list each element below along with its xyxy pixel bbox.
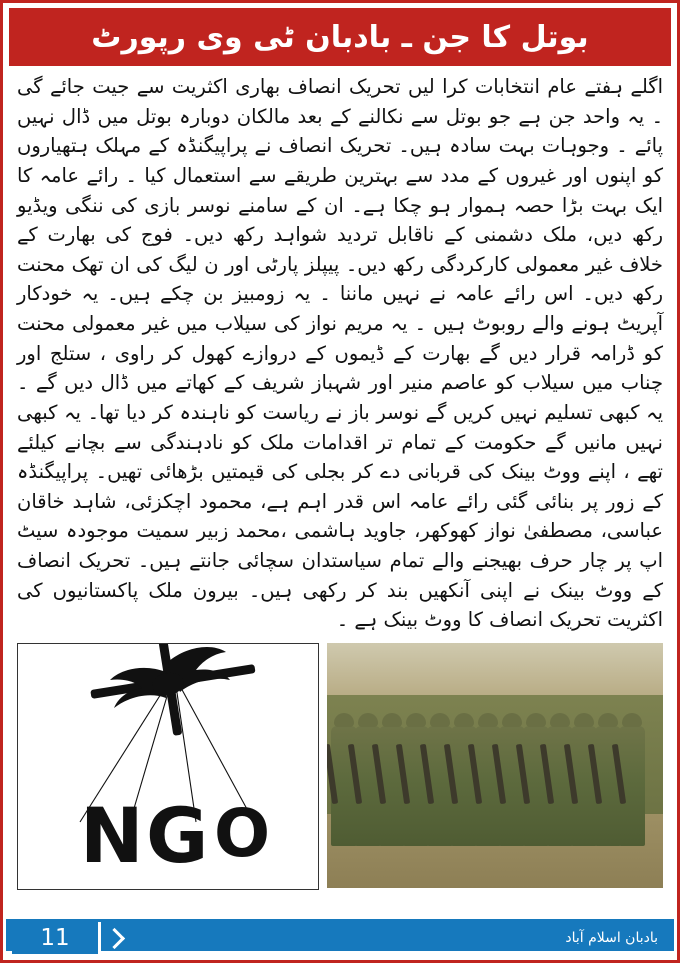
soldier-figure (619, 726, 645, 846)
ngo-puppet-illustration (17, 643, 319, 890)
page-footer (6, 913, 674, 957)
soldiers-lineup-photo (327, 643, 663, 888)
media-row (3, 637, 677, 890)
ngo-letter-n: N (80, 790, 144, 880)
photo-sky (327, 643, 663, 695)
article-paragraph: اگلے ہفتے عام انتخابات کرا لیں تحریک انصاف بھاری اکثریت سے جیت جائے گی ۔ یہ واحد جن ہے جو بوتل سے نکالنے کے بعد مالکان دوبارہ بوتل میں ڈال نہیں پائے ۔ وجوہات بہت سادہ ہیں۔ تحریک انصاف نے پراپیگنڈہ کے مہلک ہتھیاروں کو اپنوں اور غیروں کے مدد سے بہترین طریقے سے استعمال کیا ۔ رائے عامہ کا ایک بہت بڑا حصہ ہموار ہو چکا ہے۔ ان کے سامنے نوسر بازی کی ننگی ویڈیو رکھ دیں، ملک دشمنی کے ناقابل تردید شواہد رکھ دیں۔ فوج کی بھارت کے خلاف غیر معمولی کارکردگی رکھ دیں۔ پیپلز پارٹی اور ن لیگ کی ان تھک محنت رکھ دیں۔ اس رائے عامہ نے نہیں ماننا ۔ یہ زومبیز بن چکے ہیں۔ یہ خودکار آپریٹ ہونے والے روبوٹ ہیں ۔ یہ مریم نواز کی سیلاب میں غیر معمولی محنت کو ڈرامہ قرار دیں گے بھارت کے ڈیموں کے دروازے کھول کر راوی ، ستلج اور چناب میں سیلاب کو عاصم منیر اور شہباز شریف کے کھاتے میں ڈال دیں گے ۔ یہ کبھی تسلیم نہیں کریں گے نوسر باز نے ریاست کو ناہندہ کر دیا تھا۔ یہ کبھی نہیں مانیں گے حکومت کے تمام تر اقدامات ملک کو نادہندگی سے بچانے کیلئے تھے ، اپنے ووٹ بینک کی قربانی دے کر بجلی کی قیمتیں بڑھائی تھیں۔ پراپیگنڈہ کے زور پر بنائی گئی رائے عامہ اس قدر اہم ہے، محمود اچکزئی، شاہد خاقان عباسی، مصطفیٰ نواز کھوکھر، جاوید ہاشمی ،محمد زبیر سمیت موجودہ سیٹ اپ پر چار حرف بھیجنے والے تمام سیاستدان سچائی جانتے ہیں۔ تحریک انصاف کے ووٹ بینک نے اپنی آنکھیں بند کر رکھی ہیں۔ بیرون ملک پاکستانیوں کی اکثریت تحریک انصاف کا ووٹ بینک ہے ۔ (17, 75, 663, 632)
footer-label: بادبان اسلام آباد (565, 930, 658, 946)
article-body (3, 66, 677, 637)
ngo-letter-g: G (146, 790, 209, 880)
page-number: 11 (12, 922, 101, 954)
ngo-letter-o: O (214, 794, 271, 872)
page-title: بوتل کا جن ـ بادبان ٹی وی رپورٹ (91, 19, 589, 55)
chevron-right-icon (101, 922, 127, 954)
article-title-bar (9, 8, 671, 66)
